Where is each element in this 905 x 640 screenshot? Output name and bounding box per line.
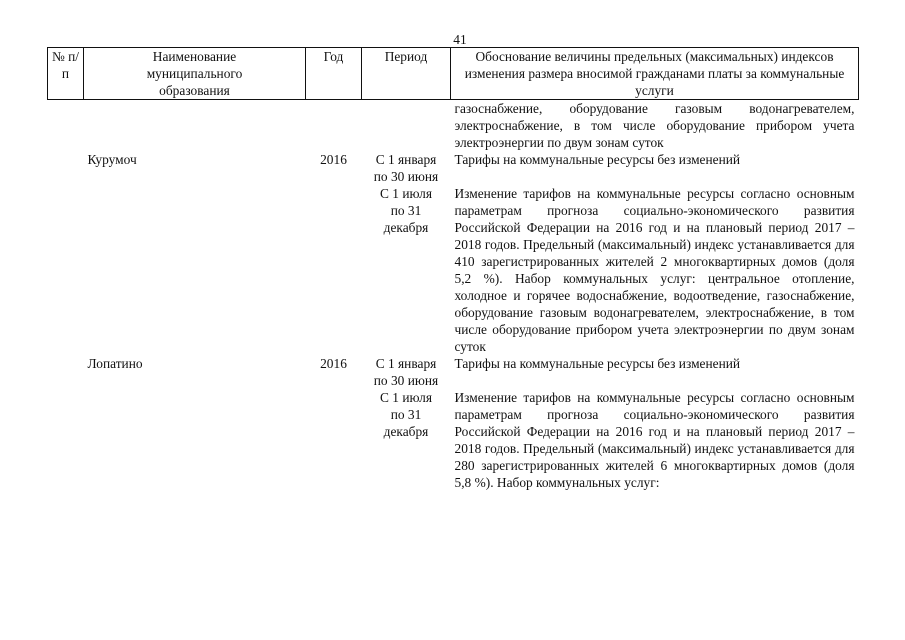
header-basis: Обоснование величины предельных (максимальных) индексов изменения размера вносимой гражданами платы за коммунальные услуги xyxy=(451,48,859,100)
period-first-half: С 1 января по 30 июня xyxy=(373,152,439,184)
municipality-name: Лопатино xyxy=(87,356,143,371)
municipality-name: Курумоч xyxy=(87,152,137,167)
period-cell xyxy=(362,151,451,355)
continuation-text: газоснабжение, оборудование газовым водонагревателем, электроснабжение, в том числе оборудование прибором учета электроэнергии по двум зонам суток xyxy=(454,101,855,150)
header-year: Год xyxy=(306,48,362,100)
page-number: 41 xyxy=(453,32,467,47)
table-body xyxy=(48,100,859,492)
basis-change: Изменение тарифов на коммунальные ресурсы согласно основным параметрам прогноза социально-экономического развития Российской Федерации на 2016 год и на плановый период 2017 – 2018 годов. Предельный (максимальный) индекс устанавливается для 410 зарегистрированных жителей 2 многоквартирных домов (доля 5,2 %). Набор коммунальных услуг: центральное отопление, холодное и горячее водоснабжение, водоотведение, газоснабжение, оборудование газовым водонагревателем, электроснабжение, в том числе оборудование прибором учета электроэнергии по двум зонам суток xyxy=(454,186,855,354)
year-cell: 2016 xyxy=(320,152,347,167)
period-cell xyxy=(362,355,451,491)
year-cell: 2016 xyxy=(320,356,347,371)
period-second-half: С 1 июля по 31 декабря xyxy=(380,390,432,439)
header-num: № п/п xyxy=(48,48,84,100)
header-row xyxy=(48,48,859,100)
tariff-table xyxy=(47,47,859,491)
table-row xyxy=(48,355,859,491)
continuation-row xyxy=(48,100,859,152)
table-header xyxy=(48,48,859,100)
header-name: Наименование муниципального образования xyxy=(84,48,306,100)
basis-cell xyxy=(451,151,859,355)
basis-change: Изменение тарифов на коммунальные ресурсы согласно основным параметрам прогноза социально-экономического развития Российской Федерации на 2016 год и на плановый период 2017 – 2018 годов. Предельный (максимальный) индекс устанавливается для 280 зарегистрированных жителей 6 многоквартирных домов (доля 5,8 %). Набор коммунальных услуг: xyxy=(454,390,855,490)
basis-cell xyxy=(451,355,859,491)
period-second-half: С 1 июля по 31 декабря xyxy=(380,186,432,235)
table-row xyxy=(48,151,859,355)
period-first-half: С 1 января по 30 июня xyxy=(373,356,439,388)
header-period: Период xyxy=(362,48,451,100)
basis-no-change: Тарифы на коммунальные ресурсы без изменений xyxy=(454,356,741,371)
basis-no-change: Тарифы на коммунальные ресурсы без изменений xyxy=(454,152,741,167)
